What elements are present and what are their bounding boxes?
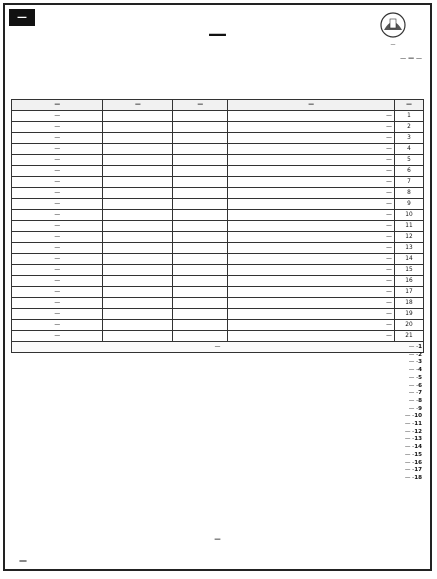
cell-board-type: —: [12, 243, 103, 254]
cell-row-number: 3: [394, 133, 423, 144]
table-row: [12, 265, 424, 276]
intro-text-bold: —: [408, 55, 415, 62]
cell-location: —: [228, 331, 395, 342]
cell-location: —: [228, 144, 395, 155]
cell-location: —: [228, 221, 395, 232]
intro-text-2: —: [400, 55, 407, 62]
cell-row-number: 14: [394, 254, 423, 265]
cell-board-type: —: [12, 331, 103, 342]
cell-location: —: [228, 122, 395, 133]
cell-area: [103, 254, 173, 265]
auction-table-wrapper: [11, 99, 424, 350]
term-item: [13, 421, 422, 428]
term-number: 17: [414, 467, 422, 474]
cell-area: [103, 265, 173, 276]
cell-area: [103, 133, 173, 144]
term-text: —: [404, 451, 411, 458]
cell-area: [103, 243, 173, 254]
cell-dimensions: [173, 210, 228, 221]
table-row: [12, 276, 424, 287]
term-text: —: [404, 421, 411, 428]
cell-row-number: 18: [394, 298, 423, 309]
notice-footer: [13, 535, 422, 565]
term-separator: -: [410, 459, 415, 466]
cell-area: [103, 188, 173, 199]
table-row: [12, 221, 424, 232]
cell-row-number: 7: [394, 177, 423, 188]
term-text: —: [404, 413, 411, 420]
cell-board-type: —: [12, 320, 103, 331]
cell-dimensions: [173, 122, 228, 133]
cell-board-type: —: [12, 111, 103, 122]
term-text: —: [404, 474, 411, 481]
table-row: [12, 111, 424, 122]
cell-row-number: 1: [394, 111, 423, 122]
term-number: 15: [414, 451, 422, 458]
term-separator: -: [414, 382, 419, 389]
cell-board-type: —: [12, 144, 103, 155]
cell-row-number: 17: [394, 287, 423, 298]
term-item: [13, 406, 422, 413]
term-text: —: [404, 444, 411, 451]
term-number: 1: [418, 344, 422, 350]
term-separator: -: [410, 428, 415, 435]
cell-row-number: 16: [394, 276, 423, 287]
term-text: —: [404, 428, 411, 435]
cell-row-number: 20: [394, 320, 423, 331]
notice-title: —: [208, 23, 227, 45]
cell-row-number: 5: [394, 155, 423, 166]
cell-board-type: —: [12, 199, 103, 210]
cell-row-number: 13: [394, 243, 423, 254]
term-separator: -: [410, 444, 415, 451]
cell-location: —: [228, 276, 395, 287]
cell-location: —: [228, 155, 395, 166]
mayor-signature: —: [19, 556, 27, 565]
notice-round-badge: —: [9, 9, 35, 26]
term-text: —: [404, 467, 411, 474]
term-number: 8: [418, 397, 422, 404]
term-item: [13, 460, 422, 467]
col-header-area: —: [103, 100, 173, 111]
cell-dimensions: [173, 111, 228, 122]
auction-table: [11, 99, 424, 353]
table-row: [12, 166, 424, 177]
term-number: 4: [418, 367, 422, 374]
cell-area: [103, 155, 173, 166]
term-separator: -: [410, 451, 415, 458]
cell-area: [103, 221, 173, 232]
term-text: —: [408, 397, 415, 404]
cell-location: —: [228, 111, 395, 122]
term-number: 5: [418, 374, 422, 381]
cell-board-type: —: [12, 287, 103, 298]
cell-location: —: [228, 188, 395, 199]
term-separator: -: [414, 390, 419, 397]
cell-dimensions: [173, 133, 228, 144]
cell-area: [103, 232, 173, 243]
term-number: 7: [418, 390, 422, 397]
cell-board-type: —: [12, 177, 103, 188]
cell-area: [103, 111, 173, 122]
notice-page: [3, 3, 432, 571]
cell-row-number: 6: [394, 166, 423, 177]
cell-dimensions: [173, 254, 228, 265]
cell-dimensions: [173, 188, 228, 199]
cell-location: —: [228, 298, 395, 309]
term-text: —: [408, 390, 415, 397]
term-item: [13, 429, 422, 436]
cell-board-type: —: [12, 309, 103, 320]
term-number: 6: [418, 382, 422, 389]
term-item: [13, 475, 422, 482]
term-separator: -: [410, 474, 415, 481]
intro-paragraph: [13, 55, 422, 97]
col-header-location: —: [228, 100, 395, 111]
cell-location: —: [228, 287, 395, 298]
term-number: 9: [418, 405, 422, 412]
cell-dimensions: [173, 320, 228, 331]
cell-board-type: —: [12, 122, 103, 133]
term-item: [13, 352, 422, 359]
cell-location: —: [228, 232, 395, 243]
cell-board-type: —: [12, 188, 103, 199]
term-item: [13, 383, 422, 390]
cell-dimensions: [173, 309, 228, 320]
cell-dimensions: [173, 155, 228, 166]
term-item: [13, 467, 422, 474]
term-separator: -: [414, 374, 419, 381]
cell-row-number: 15: [394, 265, 423, 276]
term-number: 14: [414, 444, 422, 451]
cell-dimensions: [173, 243, 228, 254]
term-separator: -: [414, 367, 419, 374]
term-item: [13, 398, 422, 405]
term-text: —: [408, 367, 415, 374]
cell-dimensions: [173, 177, 228, 188]
cell-location: —: [228, 166, 395, 177]
cell-board-type: —: [12, 276, 103, 287]
cell-dimensions: [173, 221, 228, 232]
cell-location: —: [228, 133, 395, 144]
table-row: [12, 122, 424, 133]
cell-board-type: —: [12, 232, 103, 243]
emblem-caption: —: [390, 42, 396, 48]
cell-dimensions: [173, 166, 228, 177]
cell-location: —: [228, 177, 395, 188]
cell-row-number: 4: [394, 144, 423, 155]
table-row: [12, 133, 424, 144]
table-row: [12, 287, 424, 298]
term-number: 3: [418, 359, 422, 366]
term-item: [13, 452, 422, 459]
cell-dimensions: [173, 232, 228, 243]
term-separator: -: [410, 413, 415, 420]
cell-row-number: 12: [394, 232, 423, 243]
table-row: [12, 210, 424, 221]
cell-area: [103, 287, 173, 298]
cell-board-type: —: [12, 221, 103, 232]
term-separator: -: [414, 405, 419, 412]
term-text: —: [408, 359, 415, 366]
table-row: [12, 320, 424, 331]
cell-area: [103, 199, 173, 210]
term-separator: -: [414, 344, 419, 350]
term-separator: -: [414, 397, 419, 404]
term-text: —: [408, 405, 415, 412]
cell-dimensions: [173, 298, 228, 309]
cell-area: [103, 331, 173, 342]
cell-location: —: [228, 265, 395, 276]
cell-area: [103, 298, 173, 309]
table-summary: —: [12, 342, 424, 353]
cell-board-type: —: [12, 298, 103, 309]
cell-dimensions: [173, 199, 228, 210]
term-separator: -: [410, 467, 415, 474]
cell-location: —: [228, 243, 395, 254]
cell-location: —: [228, 309, 395, 320]
term-text: —: [408, 344, 415, 350]
intro-text-1: —: [416, 55, 422, 62]
term-separator: -: [410, 421, 415, 428]
term-text: —: [408, 382, 415, 389]
table-row: [12, 155, 424, 166]
table-row: [12, 243, 424, 254]
col-header-dimensions: —: [173, 100, 228, 111]
table-row: [12, 177, 424, 188]
col-header-board-type: —: [12, 100, 103, 111]
term-separator: -: [414, 359, 419, 366]
term-number: 2: [418, 351, 422, 358]
cell-row-number: 9: [394, 199, 423, 210]
publication-dates: —: [214, 535, 221, 543]
terms-list: [13, 344, 422, 530]
cell-area: [103, 309, 173, 320]
cell-area: [103, 320, 173, 331]
cell-dimensions: [173, 287, 228, 298]
term-item: [13, 436, 422, 443]
cell-row-number: 10: [394, 210, 423, 221]
cell-dimensions: [173, 144, 228, 155]
cell-location: —: [228, 210, 395, 221]
term-item: [13, 444, 422, 451]
cell-area: [103, 122, 173, 133]
term-item: [13, 344, 422, 351]
cell-board-type: —: [12, 210, 103, 221]
term-item: [13, 375, 422, 382]
cell-location: —: [228, 320, 395, 331]
cell-area: [103, 210, 173, 221]
cell-board-type: —: [12, 254, 103, 265]
cell-row-number: 11: [394, 221, 423, 232]
term-item: [13, 413, 422, 420]
cell-dimensions: [173, 331, 228, 342]
table-row: [12, 232, 424, 243]
term-item: [13, 367, 422, 374]
table-row: [12, 298, 424, 309]
term-text: —: [408, 351, 415, 358]
cell-area: [103, 177, 173, 188]
term-number: 16: [414, 459, 422, 466]
term-number: 13: [414, 436, 422, 443]
cell-board-type: —: [12, 265, 103, 276]
term-number: 11: [414, 421, 422, 428]
table-row: [12, 309, 424, 320]
term-text: —: [408, 374, 415, 381]
cell-area: [103, 144, 173, 155]
term-number: 12: [414, 428, 422, 435]
table-row: [12, 254, 424, 265]
term-separator: -: [414, 351, 419, 358]
cell-board-type: —: [12, 133, 103, 144]
cell-dimensions: [173, 276, 228, 287]
cell-row-number: 21: [394, 331, 423, 342]
term-text: —: [404, 436, 411, 443]
cell-location: —: [228, 254, 395, 265]
cell-row-number: 8: [394, 188, 423, 199]
table-row: [12, 144, 424, 155]
col-header-row-number: —: [394, 100, 423, 111]
cell-location: —: [228, 199, 395, 210]
term-number: 18: [414, 474, 422, 481]
term-item: [13, 390, 422, 397]
term-item: [13, 359, 422, 366]
table-row: [12, 188, 424, 199]
cell-row-number: 19: [394, 309, 423, 320]
table-row: [12, 331, 424, 342]
term-separator: -: [410, 436, 415, 443]
term-number: 10: [414, 413, 422, 420]
term-text: —: [404, 459, 411, 466]
table-header-row: [12, 100, 424, 111]
table-row: [12, 199, 424, 210]
cell-area: [103, 276, 173, 287]
cell-area: [103, 166, 173, 177]
cell-board-type: —: [12, 155, 103, 166]
cell-board-type: —: [12, 166, 103, 177]
cell-dimensions: [173, 265, 228, 276]
cell-row-number: 2: [394, 122, 423, 133]
